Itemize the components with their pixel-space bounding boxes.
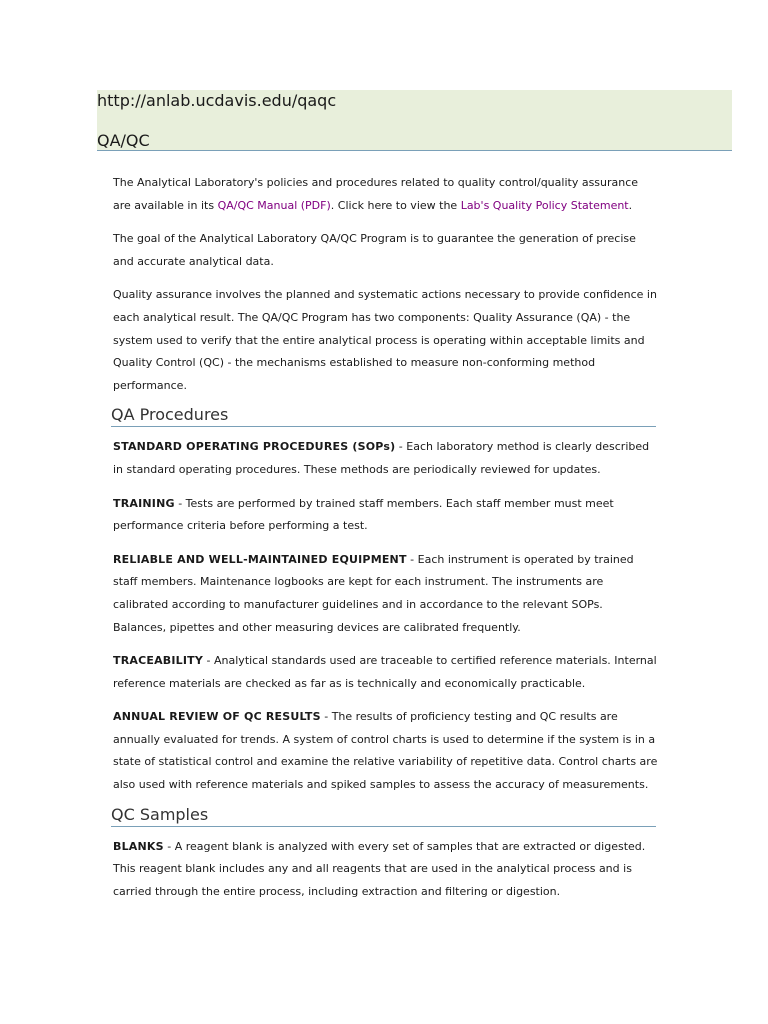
qa-item (113, 706, 658, 796)
qa-item-text: - Analytical standards used are traceable to certified reference materials. Internal reference materials are checked as far as is technically and economically practicable. (113, 654, 657, 690)
intro-paragraph-3: Quality assurance involves the planned and systematic actions necessary to provide confidence in each analytical result. The QA/QC Program has two components: Quality Assurance (QA) - the system used to verify that the entire analytical process is operating within acceptable limits and Quality Control (QC) - the mechanisms established to measure non-conforming method performance. (113, 288, 657, 392)
page-header (97, 90, 732, 151)
intro-text: The Analytical Laboratory's policies and procedures related to quality control/quality assurance are available in its (113, 176, 639, 212)
main-content (113, 172, 658, 914)
qa-item-term: TRACEABILITY (113, 654, 204, 668)
intro-paragraph-2: The goal of the Analytical Laboratory QA/QC Program is to guarantee the generation of precise and accurate analytical data. (113, 232, 636, 268)
intro-text: . (628, 198, 633, 212)
qa-item-term: TRAINING (113, 496, 175, 510)
qa-item-term: ANNUAL REVIEW OF QC RESULTS (113, 710, 321, 724)
intro-paragraph-1 (113, 172, 658, 217)
qa-item (113, 493, 658, 538)
qa-item (113, 650, 658, 695)
qa-item (113, 549, 658, 639)
page-title: QA/QC (97, 131, 150, 150)
qa-item-term: STANDARD OPERATING PROCEDURES (SOPs) (113, 440, 396, 454)
qc-item (113, 836, 658, 904)
qc-samples-heading: QC Samples (111, 805, 656, 827)
qaqc-manual-link[interactable]: QA/QC Manual (PDF) (217, 198, 331, 212)
qc-item-text: - A reagent blank is analyzed with every set of samples that are extracted or digested. This reagent blank includes any and all reagents that are used in the analytical process and is carried through the entire process, including extraction and filtering or digestion. (113, 839, 646, 898)
qa-item-text: - Each laboratory method is clearly described in standard operating procedures. These methods are periodically reviewed for updates. (113, 440, 650, 476)
qa-procedures-heading: QA Procedures (111, 405, 656, 427)
qa-item-term: RELIABLE AND WELL-MAINTAINED EQUIPMENT (113, 552, 407, 566)
qa-item-text: - Tests are performed by trained staff members. Each staff member must meet performance criteria before performing a test. (113, 496, 614, 533)
qa-item-text: - The results of proficiency testing and QC results are annually evaluated for trends. A system of control charts is used to determine if the system is in a state of statistical control and examine the relative variability of repetitive data. Control charts are also used with reference materials and spiked samples to assess the accuracy of measurements. (113, 710, 658, 792)
quality-policy-link[interactable]: Lab's Quality Policy Statement (460, 198, 629, 212)
qa-item (113, 436, 658, 481)
qc-item-term: BLANKS (113, 839, 164, 853)
page-url: http://anlab.ucdavis.edu/qaqc (97, 91, 337, 110)
intro-text: . Click here to view the (330, 198, 461, 212)
qa-item-text: - Each instrument is operated by trained staff members. Maintenance logbooks are kept for each instrument. The instruments are calibrated according to manufacturer guidelines and in accordance to the relevant SOPs. Balances, pipettes and other measuring devices are calibrated frequently. (113, 552, 634, 634)
